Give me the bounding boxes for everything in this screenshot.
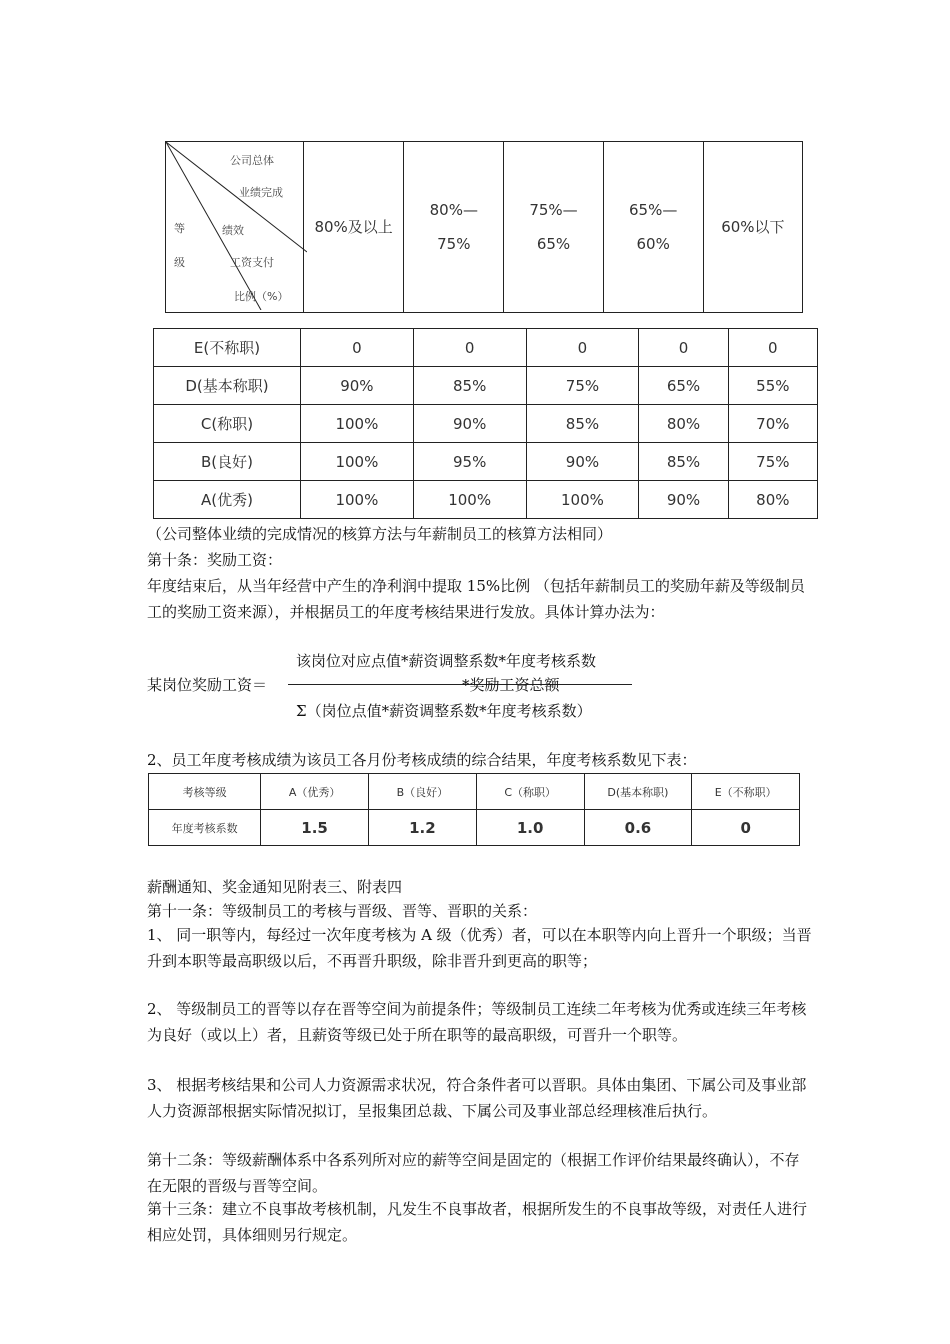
article-13: 第十三条：建立不良事故考核机制，凡发生不良事故者，根据所发生的不良事故等级，对责任人进行相应处罚，具体细则另行规定。 [147,1200,808,1244]
perf-label-2: 业绩完成 [239,186,283,199]
table-row: 年度考核系数 1.5 1.2 1.0 0.6 0 [149,810,800,846]
table-row: D(基本称职) 90% 85% 75% 65% 55% [154,367,818,405]
calc-note: （公司整体业绩的完成情况的核算方法与年薪制员工的核算方法相同） [147,525,613,543]
article-11-item-2: 2、 等级制员工的晋等以存在晋等空间为前提条件；等级制员工连续二年考核为优秀或连续三年考核为良好（或以上）者，且薪资等级已处于所在职等的最高职级，可晋升一个职等。 [147,1000,807,1044]
table-row: E(不称职) 0 0 0 0 0 [154,329,818,367]
fraction-line [288,684,632,685]
bili-label: 比例（%） [234,290,289,303]
col-header-4: 65%— 60% [603,142,703,313]
annual-coefficient-table [148,773,800,846]
article-12: 第十二条：等级薪酬体系中各系列所对应的薪等空间是固定的（根据工作评价结果最终确认），不存在无限的晋级与晋等空间。 [147,1151,800,1195]
grade-payment-table [153,328,818,519]
perf-label-1: 公司总体 [230,154,274,167]
table-row: C(称职) 100% 90% 85% 80% 70% [154,405,818,443]
article-11-heading: 第十一条：等级制员工的考核与晋级、晋等、晋职的关系： [147,902,538,920]
gongzi-label: 工资支付 [230,256,274,269]
col-header-5: 60%以下 [703,142,802,313]
col-header-1: 80%及以上 [304,142,404,313]
grade-char-1: 等 [174,222,185,235]
formula-denominator: Σ（岗位点值*薪资调整系数*年度考核系数） [296,702,592,720]
notice-line: 薪酬通知、奖金通知见附表三、附表四 [147,878,403,896]
formula-numerator: 该岗位对应点值*薪资调整系数*年度考核系数 [296,652,597,670]
item-2: 2、员工年度考核成绩为该员工各月份考核成绩的综合结果，年度考核系数见下表： [147,751,697,769]
col-header-3: 75%— 65% [504,142,603,313]
article-11-item-1: 1、 同一职等内，每经过一次年度考核为 A 级（优秀）者，可以在本职等内向上晋升一个职级；当晋升到本职等最高职级以后，不再晋升职级，除非晋升到更高的职等； [147,926,812,970]
col-header-2: 80%— 75% [404,142,504,313]
formula-lhs: 某岗位奖励工资＝ [147,676,268,694]
table-row: B(良好) 100% 95% 90% 85% 75% [154,443,818,481]
jixiao-label: 绩效 [222,224,244,237]
grade-char-2: 级 [174,256,185,269]
performance-header-table [165,141,803,313]
article-10-heading: 第十条：奖励工资： [147,551,283,569]
table-row: 考核等级 A（优秀） B（良好） C（称职） D(基本称职) E（不称职） [149,774,800,810]
article-10-paragraph: 年度结束后，从当年经营中产生的净利润中提取 15%比例 （包括年薪制员工的奖励年薪及等级制员工的奖励工资来源），并根据员工的年度考核结果进行发放。具体计算办法为： [147,577,805,621]
diagonal-header-cell [166,142,304,313]
article-11-item-3: 3、 根据考核结果和公司人力资源需求状况，符合条件者可以晋职。具体由集团、下属公司及事业部人力资源部根据实际情况拟订，呈报集团总裁、下属公司及事业部总经理核准后执行。 [147,1076,807,1120]
table-row: A(优秀) 100% 100% 100% 90% 80% [154,481,818,519]
formula-middle: *奖励工资总额 [462,676,560,694]
